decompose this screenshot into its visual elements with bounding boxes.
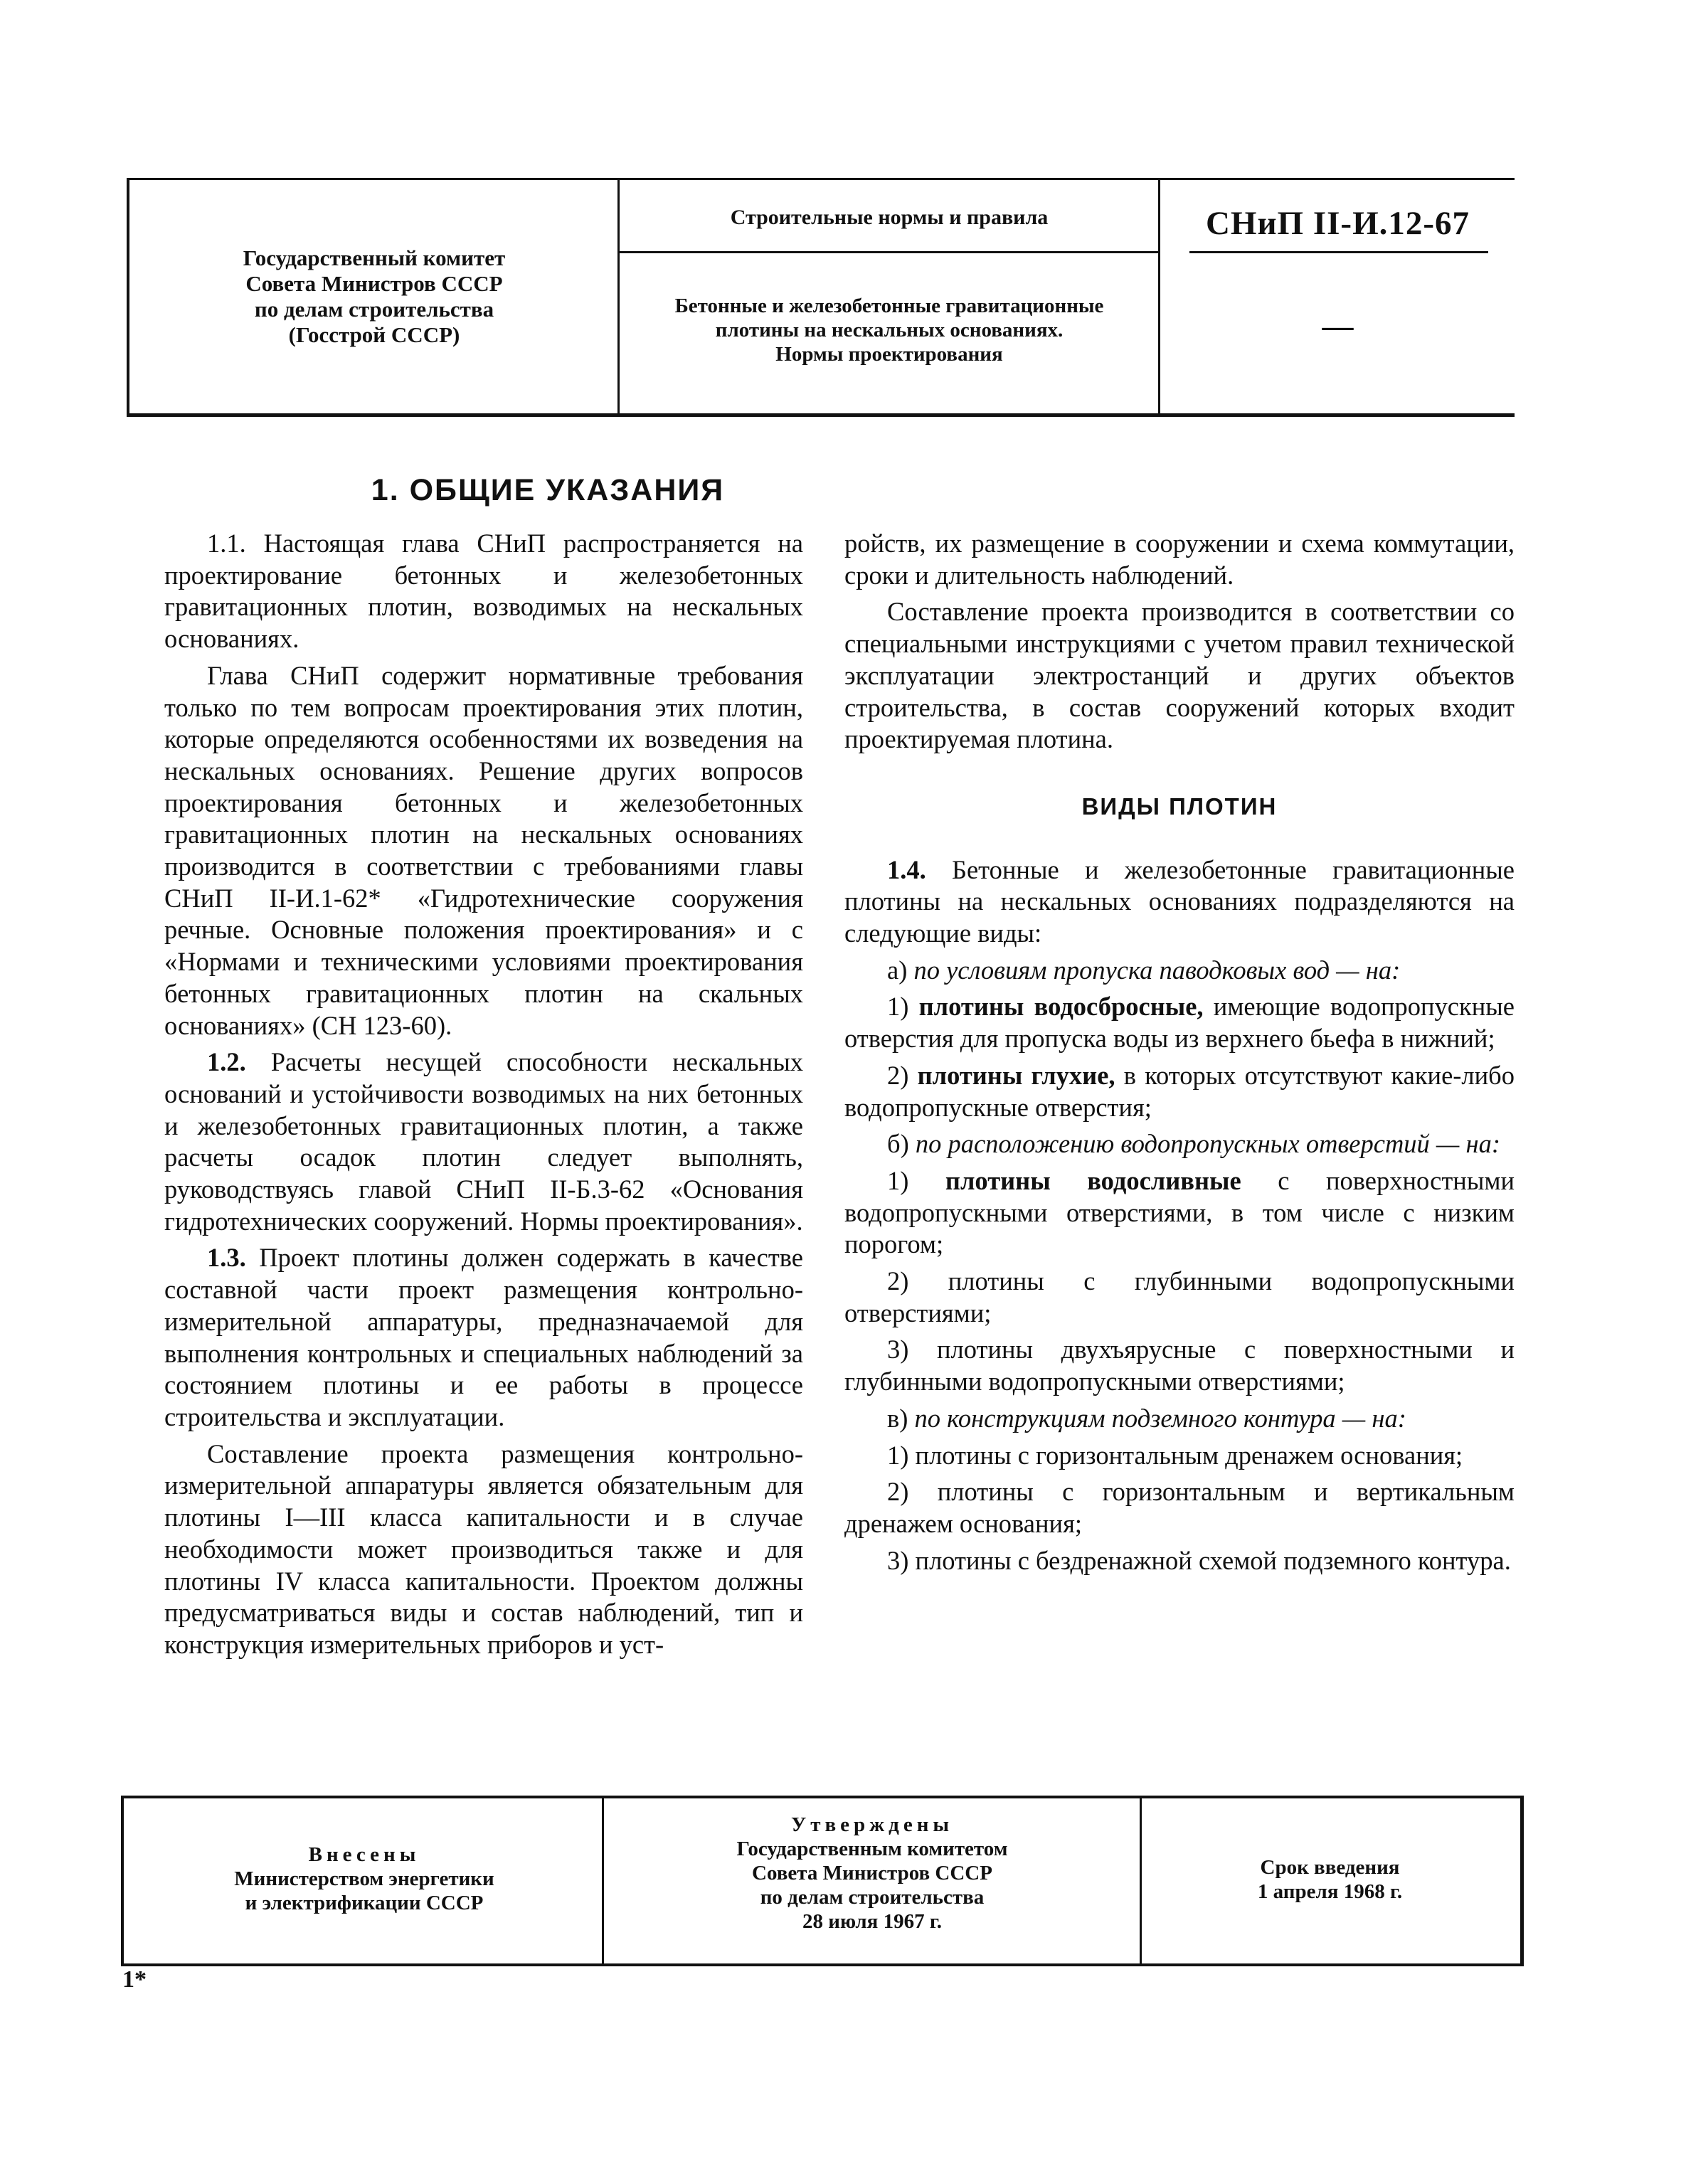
signature-mark: 1* [122, 1966, 147, 1993]
list-heading: по расположению водопропускных отверстий — на: [915, 1129, 1501, 1159]
paragraph: Составление проекта размещения контрольно-измерительной аппаратуры является обязательным для плотины I—III класса капитальности и в случае необходимости может производиться также и для плотины IV класса капитальности. Проектом должны предусматриваться виды и состав наблюдений, тип и конструкция измерительных приборов и уст- [164, 1438, 803, 1659]
section-title: 1. ОБЩИЕ УКАЗАНИЯ [371, 473, 725, 507]
header-divider [1189, 251, 1488, 253]
list-text: в которых отсутствуют какие-либо водопропускные отверстия; [844, 1060, 1515, 1122]
approved-by-line: Совета Министров СССР [752, 1862, 992, 1885]
clause-number: 1.3. [207, 1243, 246, 1273]
list-number: 1) [887, 1165, 945, 1195]
header-divider [617, 251, 1158, 253]
list-number: 2) [887, 1060, 918, 1090]
title-line: плотины на нескальных основаниях. [715, 319, 1064, 341]
introduced-by-line: Министерством энергетики [234, 1867, 494, 1890]
header-divider [617, 180, 620, 413]
org-line: Государственный комитет [243, 245, 506, 270]
approved-by-line: Государственным комитетом [736, 1838, 1008, 1860]
paragraph-1-3 [164, 1242, 803, 1433]
effective-title: Срок введения [1260, 1856, 1400, 1879]
right-column [844, 528, 1515, 1581]
term: плотины водосбросные, [918, 992, 1204, 1022]
list-item [844, 991, 1515, 1054]
footer-divider [1140, 1798, 1142, 1963]
subsection-title: ВИДЫ ПЛОТИН [1081, 793, 1278, 820]
paragraph-text: Бетонные и железобетонные гравитационные плотины на нескальных основаниях подразделяются на следующие виды: [844, 854, 1515, 948]
term: плотины глухие, [917, 1060, 1115, 1090]
header-table [127, 178, 1515, 417]
effective-date: 1 апреля 1968 г. [1257, 1880, 1403, 1903]
replaces-field: — [1322, 309, 1354, 344]
approved-by-cell [605, 1813, 1140, 1934]
org-line: по делам строительства [254, 297, 494, 322]
effective-date-cell [1142, 1855, 1517, 1904]
title-line: Нормы проектирования [775, 343, 1003, 366]
title-line: Бетонные и железобетонные гравитационные [674, 295, 1104, 317]
list-heading: по конструкциям подземного контура — на: [914, 1403, 1406, 1433]
list-item [844, 1165, 1515, 1261]
paragraph-text: Расчеты несущей способности нескальных оснований и устойчивости возводимых на них бетонных и железобетонных гравитационных плотин, а также расчеты осадок плотин следует выполнять, руководствуясь главой СНиП II-Б.3-62 «Основания гидротехнических сооружений. Нормы проектирования». [164, 1047, 803, 1236]
document-type: Строительные нормы и правила [730, 206, 1049, 229]
list-text: имеющие водопропускные отверстия для пропуска воды из верхнего бьефа в нижний; [844, 992, 1515, 1054]
list-item: 1) плотины с горизонтальным дренажем основания; [887, 1440, 1463, 1470]
clause-number: 1.2. [207, 1047, 246, 1077]
list-item [844, 1060, 1515, 1123]
list-item: 3) плотины с бездренажной схемой подземного контура. [887, 1545, 1511, 1575]
list-item-a [844, 955, 1515, 987]
paragraph: Составление проекта производится в соответствии со специальными инструкциями с учетом правил технической эксплуатации электростанций и других объектов строительства, в состав сооружений которых входит проектируемая плотина. [844, 597, 1515, 754]
paragraph-1-1 [164, 528, 803, 655]
document-code: СНиП II-И.12-67 [1205, 205, 1470, 242]
paragraph-text: Настоящая глава СНиП распространяется на проектирование бетонных и железобетонных гравитационных плотин, возводимых на нескальных основаниях. [164, 529, 803, 654]
list-item: 2) плотины с горизонтальным и вертикальным дренажем основания; [844, 1477, 1515, 1538]
introduced-by-cell [127, 1843, 602, 1915]
approved-by-line: по делам строительства [760, 1886, 985, 1909]
paragraph-text: Проект плотины должен содержать в качестве составной части проект размещения контрольно-измерительной аппаратуры, предназначаемой для выполнения контрольных и специальных наблюдений за состоянием плотины и ее работы в процессе строительства и эксплуатации. [164, 1243, 803, 1431]
list-item: 3) плотины двухъярусные с поверхностными и глубинными водопропускными отверстиями; [844, 1335, 1515, 1396]
introduced-by-line: и электрификации СССР [245, 1892, 484, 1914]
approved-date: 28 июля 1967 г. [802, 1910, 942, 1933]
list-heading: по условиям пропуска паводковых вод — на: [913, 955, 1401, 985]
introduced-title: Внесены [308, 1843, 420, 1866]
issuing-organization [132, 245, 616, 348]
list-label: б) [887, 1129, 916, 1159]
left-column [164, 528, 803, 1666]
paragraph-1-4 [844, 854, 1515, 950]
footer-table [121, 1796, 1524, 1966]
list-label: а) [887, 955, 914, 985]
list-item-b [844, 1128, 1515, 1160]
list-item-c [844, 1403, 1515, 1435]
clause-number: 1.1. [207, 529, 246, 558]
term: плотины водосливные [945, 1165, 1241, 1195]
list-text: с поверхностными водопропускными отверстиями, в том числе с низким порогом; [844, 1165, 1515, 1259]
list-item: 2) плотины с глубинными водопропускными отверстиями; [844, 1266, 1515, 1327]
list-number: 1) [887, 992, 919, 1022]
org-line: (Госстрой СССР) [288, 322, 460, 347]
document-title [620, 294, 1158, 366]
paragraph: Глава СНиП содержит нормативные требования только по тем вопросам проектирования этих плотин, которые определяются особенностями их возведения на нескальных основаниях. Решение других вопросов проектирования бетонных и железобетонных гравитационных плотин на нескальных основаниях производится в соответствии с требованиями главы СНиП II-И.1-62* «Гидротехнические сооружения речные. Основные положения проектирования» и с «Нормами и техническими условиями проектирования бетонных гравитационных плотин на скальных основаниях» (СН 123-60). [164, 660, 803, 1040]
approved-title: Утверждены [790, 1813, 954, 1836]
paragraph-1-2 [164, 1046, 803, 1237]
paragraph-continuation: ройств, их размещение в сооружении и схема коммутации, сроки и длительность наблюдений. [844, 529, 1515, 590]
header-divider [1158, 180, 1160, 413]
org-line: Совета Министров СССР [245, 271, 503, 296]
footer-divider [602, 1798, 604, 1963]
list-label: в) [887, 1403, 915, 1433]
clause-number: 1.4. [887, 854, 926, 884]
